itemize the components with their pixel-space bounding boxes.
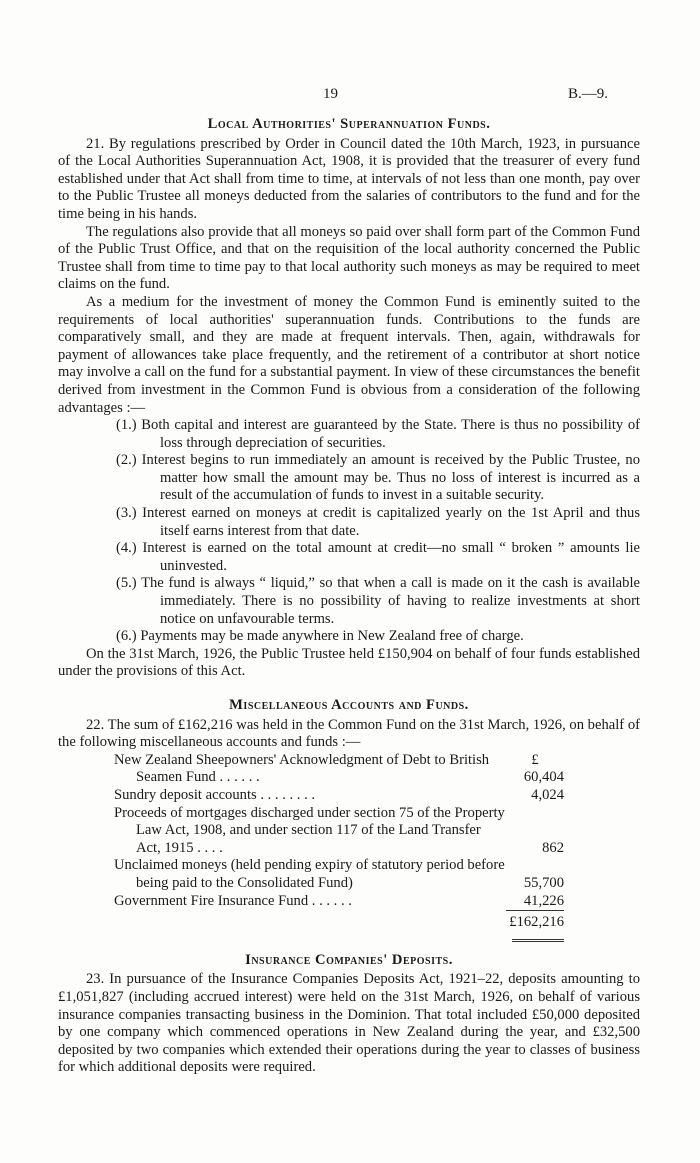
section-heading-miscellaneous: Miscellaneous Accounts and Funds.	[229, 697, 469, 713]
account-amount: 41,226	[523, 892, 564, 909]
account-name: New Zealand Sheepowners' Acknowledgment of Debt to British Seamen Fund . . . . . .	[114, 751, 490, 786]
table-row	[114, 752, 506, 787]
paragraph-funds-held: On the 31st March, 1926, the Public Trustee held £150,904 on behalf of four funds established under the provisions of this Act.	[58, 645, 640, 680]
page-body	[58, 116, 640, 1077]
section-heading-superannuation: Local Authorities' Superannuation Funds.	[207, 116, 491, 132]
document-reference: B.—9.	[568, 86, 609, 102]
currency-symbol: £	[531, 751, 539, 768]
paragraph-23: 23. In pursuance of the Insurance Companies Deposits Act, 1921–22, deposits amounting to £1,051,827 (including accrued interest) were held on the 31st March, 1926, on behalf of various insurance companies transacting business in the Dominion. That total included £50,000 deposited by one company which commenced operations in New Zealand during the year, and £32,500 deposited by two companies which extended their operations during the year to classes of business for which additional deposits were required.	[58, 971, 640, 1076]
account-name: Government Fire Insurance Fund . . . . . .	[114, 893, 352, 910]
table-row	[114, 787, 506, 805]
paragraph-22: 22. The sum of £162,216 was held in the Common Fund on the 31st March, 1926, on behalf of the following miscellaneous accounts and funds :—	[58, 716, 640, 751]
double-rule	[512, 934, 564, 942]
page-number: 19	[323, 86, 338, 102]
account-amount: 60,404	[523, 769, 564, 786]
table-row	[114, 857, 506, 892]
paragraph-21: 21. By regulations prescribed by Order in Council dated the 10th March, 1923, in pursuance of the Local Authorities Superannuation Act, 1908, it is provided that the treasurer of every fund established under that Act shall from time to time, at intervals of not less than one month, pay over to the Public Trustee all moneys deducted from the salaries of contributors to the fund and for the time being in his hands.	[58, 135, 640, 222]
advantage-item-2: (2.) Interest begins to run immediately an amount is received by the Public Trustee, no matter how small the amount may be. Thus no loss of interest is incurred as a result of the accumulation of funds to invest in a suitable security.	[116, 452, 640, 504]
account-name: Sundry deposit accounts . . . . . . . .	[114, 786, 316, 803]
advantage-item-4: (4.) Interest is earned on the total amount at credit—no small “ broken ” amounts lie uninvested.	[116, 540, 640, 574]
account-amount: 862	[542, 839, 564, 856]
table-row	[114, 893, 506, 911]
account-name: Unclaimed moneys (held pending expiry of statutory period before being paid to the Consolidated Fund)	[114, 857, 505, 891]
accounts-table	[114, 752, 564, 942]
paragraph-medium: As a medium for the investment of money the Common Fund is eminently suited to the requirements of local authorities' superannuation funds. Contributions to the funds are comparatively small, and they are made at frequent intervals. Then, again, withdrawals for payment of allowances take place frequently, and the retirement of a contributor at short notice may involve a call on the fund for a substantial payment. In view of these circumstances the benefit derived from investment in the Common Fund is obvious from a consideration of the following advantages :—	[58, 293, 640, 416]
accounts-total: £162,216	[509, 914, 564, 931]
paragraph-regulations: The regulations also provide that all moneys so paid over shall form part of the Common Fund of the Public Trust Office, and that on the requisition of the local authority concerned the Public Trustee shall from time to time pay to that local authority such moneys as may be required to meet claims on the fund.	[58, 223, 640, 293]
page-header	[0, 86, 700, 106]
table-row	[114, 805, 506, 858]
advantage-item-1: (1.) Both capital and interest are guaranteed by the State. There is thus no possibility of loss through depreciation of securities.	[116, 417, 640, 451]
advantage-item-5: (5.) The fund is always “ liquid,” so that when a call is made on it the cash is available immediately. There is no possibility of having to realize investments at short notice on unfavourable terms.	[116, 575, 640, 627]
account-amount: 4,024	[531, 786, 564, 803]
section-heading-insurance: Insurance Companies' Deposits.	[245, 951, 453, 968]
advantage-item-6: (6.) Payments may be made anywhere in New Zealand free of charge.	[116, 628, 524, 645]
account-amount: 55,700	[523, 874, 564, 891]
advantages-list	[58, 417, 640, 646]
advantage-item-3: (3.) Interest earned on moneys at credit is capitalized yearly on the 1st April and thus itself earns interest from that date.	[116, 505, 640, 539]
account-name: Proceeds of mortgages discharged under section 75 of the Property Law Act, 1908, and under section 117 of the Land Transfer Act, 1915 . . . .	[114, 804, 505, 856]
